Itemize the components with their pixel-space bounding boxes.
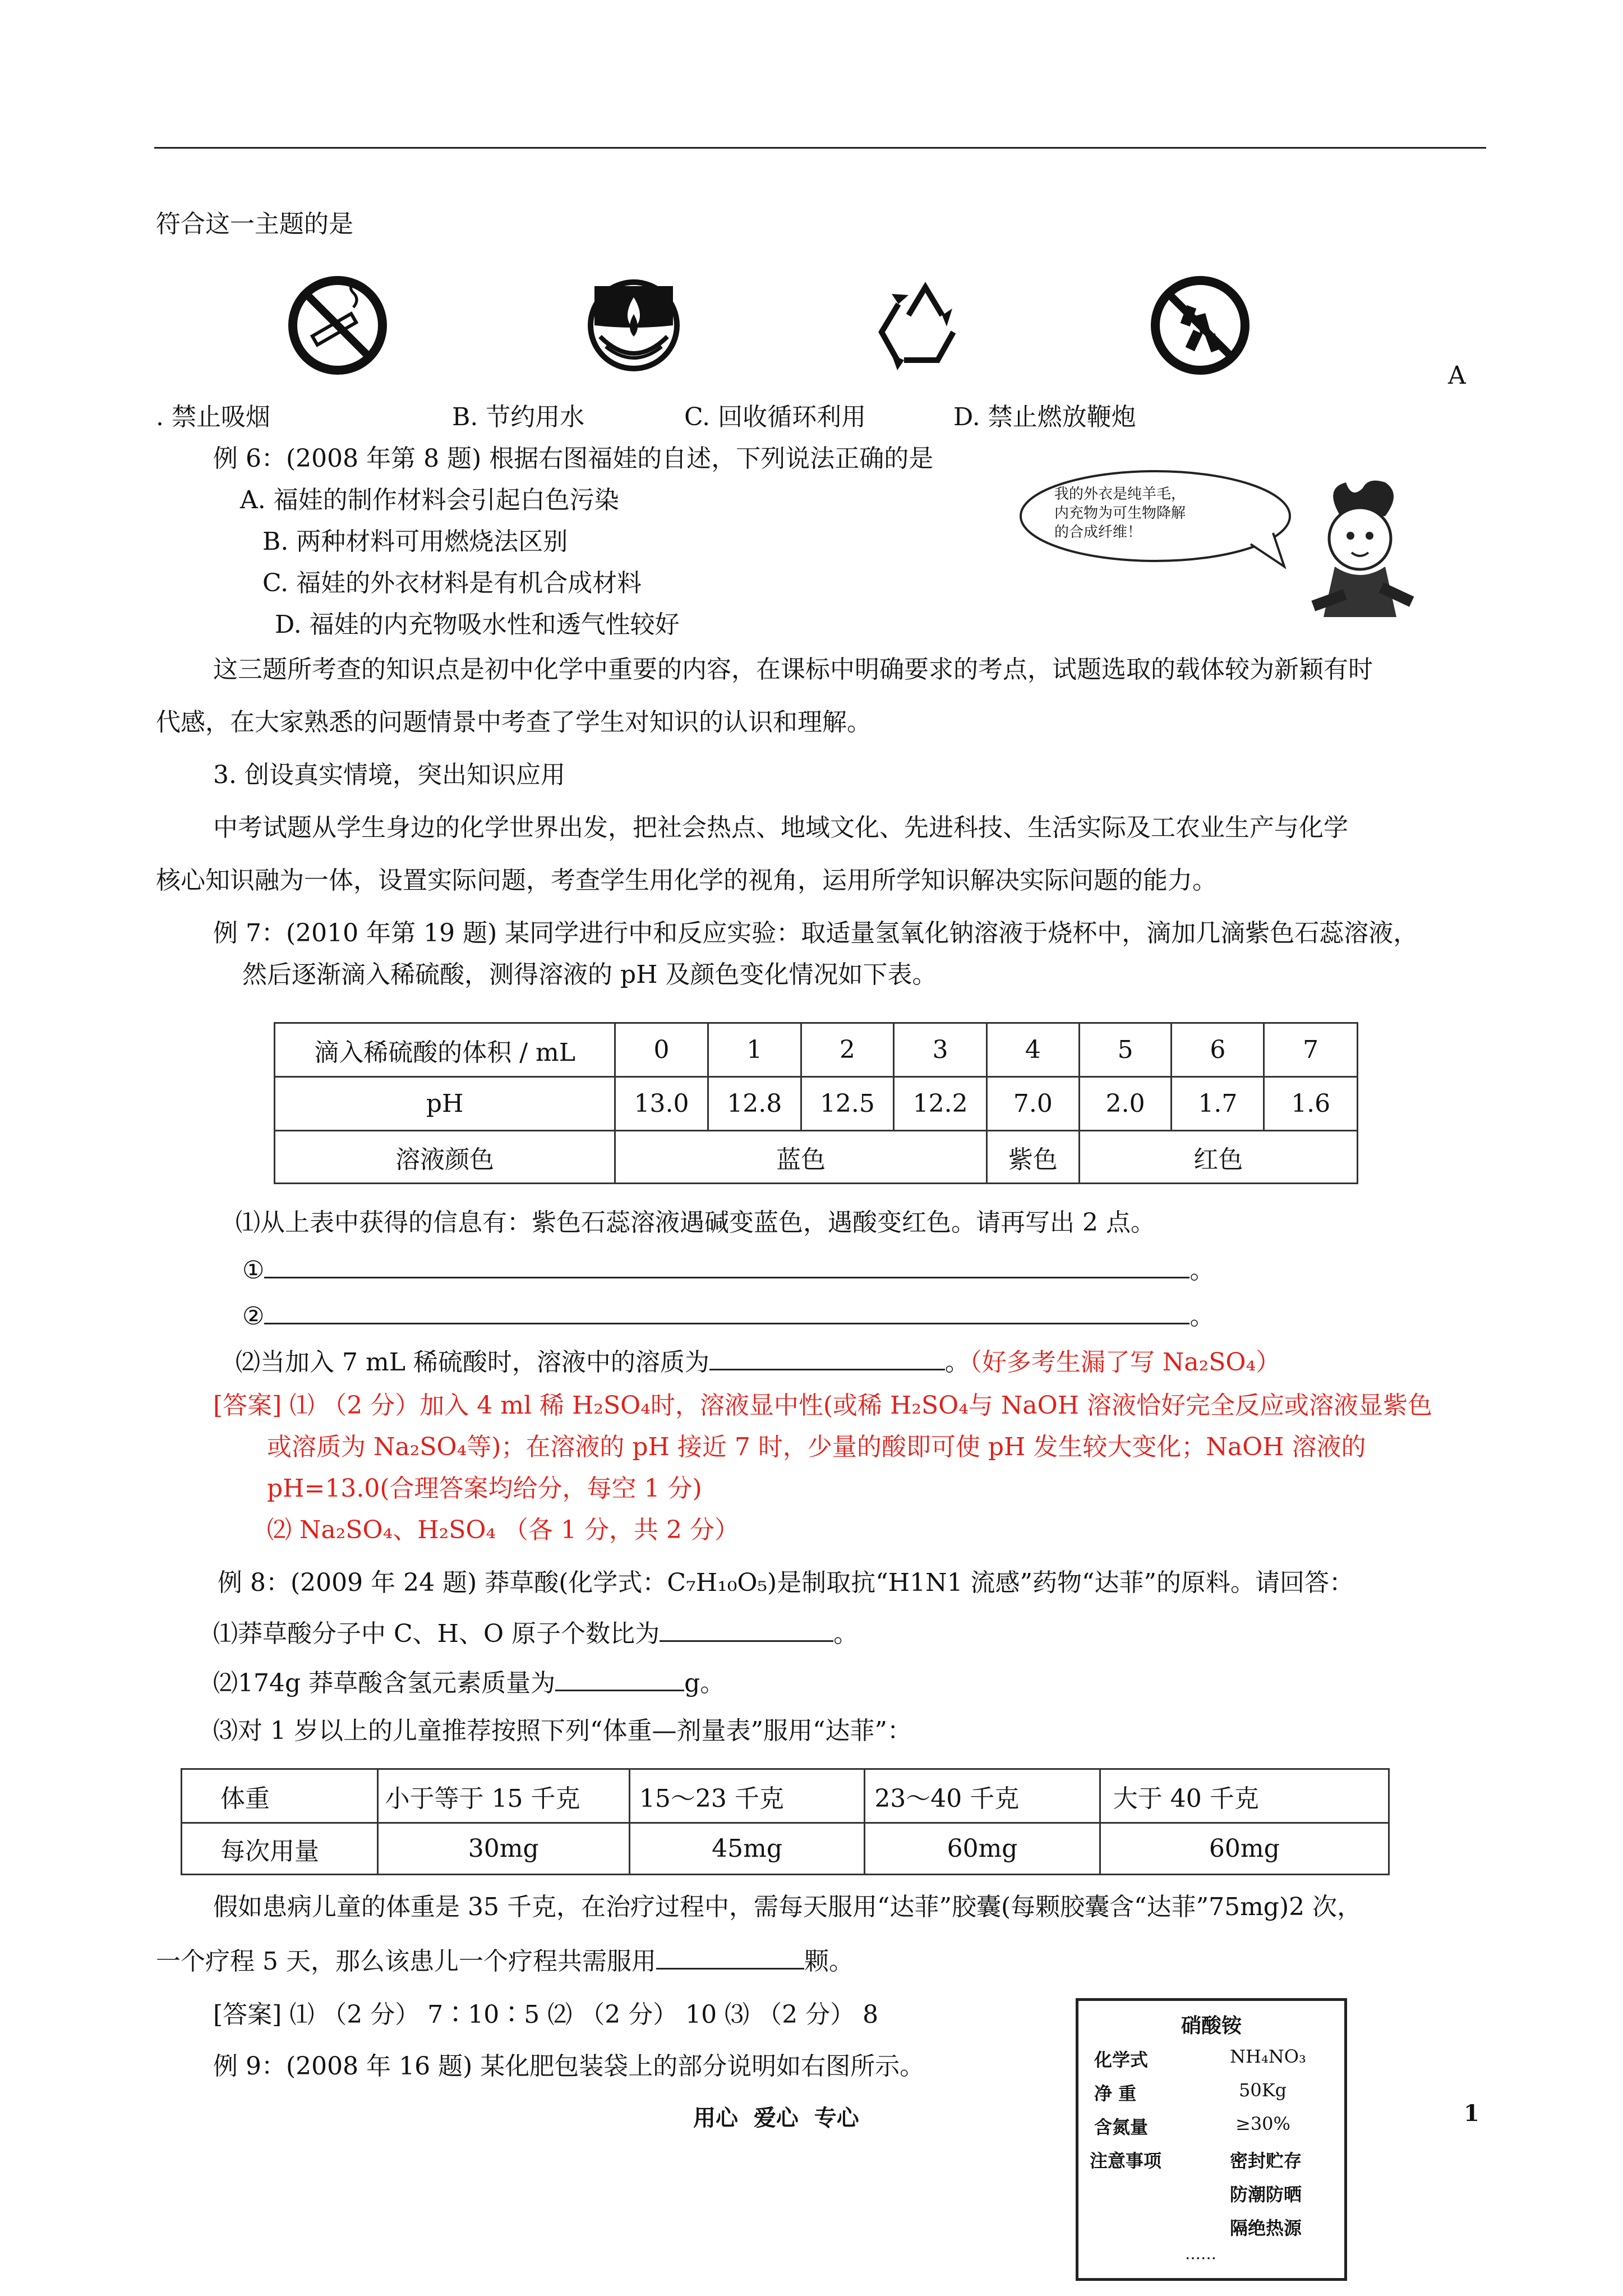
period: 。 [1189, 1256, 1215, 1285]
label-dots: …… [1185, 2244, 1216, 2263]
table-cell: 2 [801, 1023, 894, 1077]
table-cell: 12.8 [708, 1077, 801, 1131]
table-cell: 3 [894, 1023, 987, 1077]
label-key: 含氮量 [1094, 2116, 1149, 2138]
table-header-volume: 滴入稀硫酸的体积 / mL [275, 1023, 615, 1077]
ex8-q3: ⑶对 1 岁以上的儿童推荐按照下列“体重—剂量表”服用“达菲”： [213, 1717, 912, 1745]
table-cell: 60mg [1100, 1823, 1389, 1875]
ex8-stem: 例 8：(2009 年 24 题) 莽草酸(化学式：C₇H₁₀O₅)是制取抗“H1N1 流感”药物“达菲”的原料。请回答： [218, 1568, 1354, 1597]
para1-line1: 这三题所考查的知识点是初中化学中重要的内容，在课标中明确要求的考点，试题选取的载体较为新颖有时 [213, 655, 1373, 684]
table-cell: 60mg [865, 1823, 1100, 1875]
label-value: 50Kg [1239, 2079, 1287, 2101]
ex8-q1 [213, 1616, 858, 1651]
table-cell: 1.6 [1264, 1077, 1358, 1131]
recycle-icon [875, 276, 976, 377]
table-cell: 12.5 [801, 1077, 894, 1131]
table-header-dose: 每次用量 [182, 1823, 378, 1875]
table-cell: 15～23 千克 [629, 1769, 864, 1823]
para-suffix: 颗。 [804, 1947, 854, 1976]
ex8-para-1: 假如患病儿童的体重是 35 千克，在治疗过程中，需每天服用“达菲”胶囊(每颗胶囊含“达菲”75mg)2 次， [213, 1893, 1362, 1921]
label-value: NH₄NO₃ [1230, 2046, 1306, 2067]
blank-marker-1: ① [242, 1256, 265, 1285]
label-key: 净 重 [1094, 2083, 1137, 2104]
answer-line [264, 1298, 1189, 1324]
table-cell: 1.7 [1172, 1077, 1264, 1131]
bubble-line-3: 的合成纤维！ [1054, 524, 1142, 541]
ex7-answer-1: [答案] ⑴ （2 分）加入 4 ml 稀 H₂SO₄时，溶液显中性(或稀 H₂SO₄与 NaOH 溶液恰好完全反应或溶液显紫色 [213, 1391, 1433, 1420]
ex7-answer-3: pH=13.0(合理答案均给分，每空 1 分) [267, 1474, 702, 1503]
fuwa-illustration [1015, 460, 1453, 628]
para1-line2: 代感，在大家熟悉的问题情景中考查了学生对知识的认识和理解。 [156, 708, 872, 737]
table-header-color: 溶液颜色 [275, 1131, 615, 1184]
table-cell: 4 [986, 1023, 1079, 1077]
q2-note: （好多考生漏了写 Na₂SO₄） [969, 1348, 1281, 1377]
save-water-icon [583, 275, 684, 376]
blank-marker-2: ② [242, 1302, 265, 1331]
q2-suffix: 。 [944, 1348, 970, 1377]
label-value: ≥30% [1235, 2113, 1290, 2134]
fertilizer-label [1076, 1998, 1347, 2281]
table-cell: 30mg [377, 1823, 629, 1875]
label-value: 密封贮存 [1230, 2150, 1302, 2171]
q2-text: ⑵174g 莽草酸含氢元素质量为 [213, 1669, 556, 1697]
table-cell: 0 [615, 1023, 708, 1077]
table-cell: 大于 40 千克 [1100, 1769, 1389, 1823]
ex6-option-d: D. 福娃的内充物吸水性和透气性较好 [275, 610, 680, 639]
table-cell: 2.0 [1079, 1077, 1172, 1131]
table-cell: 45mg [629, 1823, 864, 1875]
ex7-answer-2: 或溶质为 Na₂SO₄等)；在溶液的 pH 接近 7 时，少量的酸即可使 pH 发生较大变化；NaOH 溶液的 [267, 1433, 1366, 1461]
ex7-blank1 [242, 1252, 1214, 1287]
para2-line2: 核心知识融为一体，设置实际问题，考查学生用化学的视角，运用所学知识解决实际问题的能力。 [156, 866, 1217, 895]
sign-option-c: C. 回收循环利用 [684, 403, 866, 431]
section-3-heading: 3. 创设真实情境，突出知识应用 [213, 761, 565, 789]
answer-line [709, 1344, 945, 1370]
label-extra: 隔绝热源 [1230, 2217, 1302, 2239]
para2-line1: 中考试题从学生身边的化学世界出发，把社会热点、地域文化、先进科技、生活实际及工农业生产与化学 [213, 813, 1348, 842]
sign-option-a: . 禁止吸烟 [156, 403, 270, 431]
ex6-stem: 例 6：(2008 年第 8 题) 根据右图福娃的自述，下列说法正确的是 [213, 444, 934, 473]
ex6-option-c: C. 福娃的外衣材料是有机合成材料 [262, 569, 642, 597]
ex8-q2 [213, 1665, 725, 1700]
sign-option-b: B. 节约用水 [452, 403, 585, 431]
no-firecrackers-icon [1150, 275, 1251, 376]
answer-line [555, 1665, 684, 1691]
ex7-q2 [236, 1344, 1280, 1379]
ex6-option-b: B. 两种材料可用燃烧法区别 [262, 527, 568, 556]
footer-slogan: 用心 爱心 专心 [693, 2105, 859, 2131]
ex7-stem-2: 然后逐渐滴入稀硫酸，测得溶液的 pH 及颜色变化情况如下表。 [242, 960, 937, 989]
ex9-stem: 例 9：(2008 年 16 题) 某化肥包装袋上的部分说明如右图所示。 [213, 2052, 925, 2081]
table-cell: 7.0 [986, 1077, 1079, 1131]
no-smoking-icon [287, 275, 388, 376]
sign-answer-prefix: A [1448, 361, 1466, 390]
label-key: 注意事项 [1090, 2150, 1162, 2171]
period: 。 [833, 1619, 859, 1648]
header-rule [154, 147, 1486, 149]
label-key: 化学式 [1094, 2049, 1149, 2070]
q2-prefix: ⑵当加入 7 mL 稀硫酸时，溶液中的溶质为 [236, 1348, 709, 1377]
sign-option-d: D. 禁止燃放鞭炮 [953, 403, 1136, 431]
label-extra: 防潮防晒 [1230, 2184, 1302, 2205]
table-cell: 13.0 [615, 1077, 708, 1131]
ex8-answer: [答案] ⑴ （2 分） 7∶10∶5 ⑵ （2 分） 10 ⑶ （2 分） 8 [213, 2000, 879, 2029]
answer-line [656, 1943, 804, 1970]
ex8-para-2 [156, 1943, 854, 1978]
intro-line: 符合这一主题的是 [156, 210, 353, 238]
label-title: 硝酸铵 [1181, 2014, 1242, 2037]
ex7-stem-1: 例 7：(2010 年第 19 题) 某同学进行中和反应实验：取适量氢氧化钠溶液于烧杯中，滴加几滴紫色石蕊溶液， [213, 919, 1418, 947]
table-cell: 6 [1172, 1023, 1264, 1077]
bubble-line-1: 我的外衣是纯羊毛， [1054, 486, 1186, 503]
table-cell: 小于等于 15 千克 [377, 1769, 629, 1823]
table-cell: 5 [1079, 1023, 1172, 1077]
answer-line [264, 1252, 1189, 1278]
table-header-ph: pH [275, 1077, 615, 1131]
table-cell: 7 [1264, 1023, 1358, 1077]
ex7-answer-4: ⑵ Na₂SO₄、H₂SO₄ （各 1 分，共 2 分） [267, 1516, 739, 1544]
para-2-text: 一个疗程 5 天，那么该患儿一个疗程共需服用 [156, 1947, 656, 1976]
ex7-q1: ⑴从上表中获得的信息有：紫色石蕊溶液遇碱变蓝色，遇酸变红色。请再写出 2 点。 [236, 1208, 1155, 1237]
table-cell-red: 红色 [1079, 1131, 1357, 1184]
dosage-table [181, 1768, 1390, 1875]
table-header-weight: 体重 [182, 1769, 378, 1823]
q2-suffix: g。 [684, 1669, 725, 1697]
answer-line [660, 1616, 833, 1642]
period: 。 [1189, 1302, 1215, 1331]
table-cell: 1 [708, 1023, 801, 1077]
ph-table [274, 1022, 1358, 1184]
page-number: 1 [1464, 2100, 1479, 2127]
ex7-blank2 [242, 1298, 1214, 1333]
q1-text: ⑴莽草酸分子中 C、H、O 原子个数比为 [213, 1619, 660, 1648]
bubble-line-2: 内充物为可生物降解 [1054, 505, 1186, 522]
table-cell: 23～40 千克 [865, 1769, 1100, 1823]
ex6-option-a: A. 福娃的制作材料会引起白色污染 [240, 486, 619, 514]
table-cell-blue: 蓝色 [615, 1131, 987, 1184]
table-cell-purple: 紫色 [986, 1131, 1079, 1184]
table-cell: 12.2 [894, 1077, 987, 1131]
